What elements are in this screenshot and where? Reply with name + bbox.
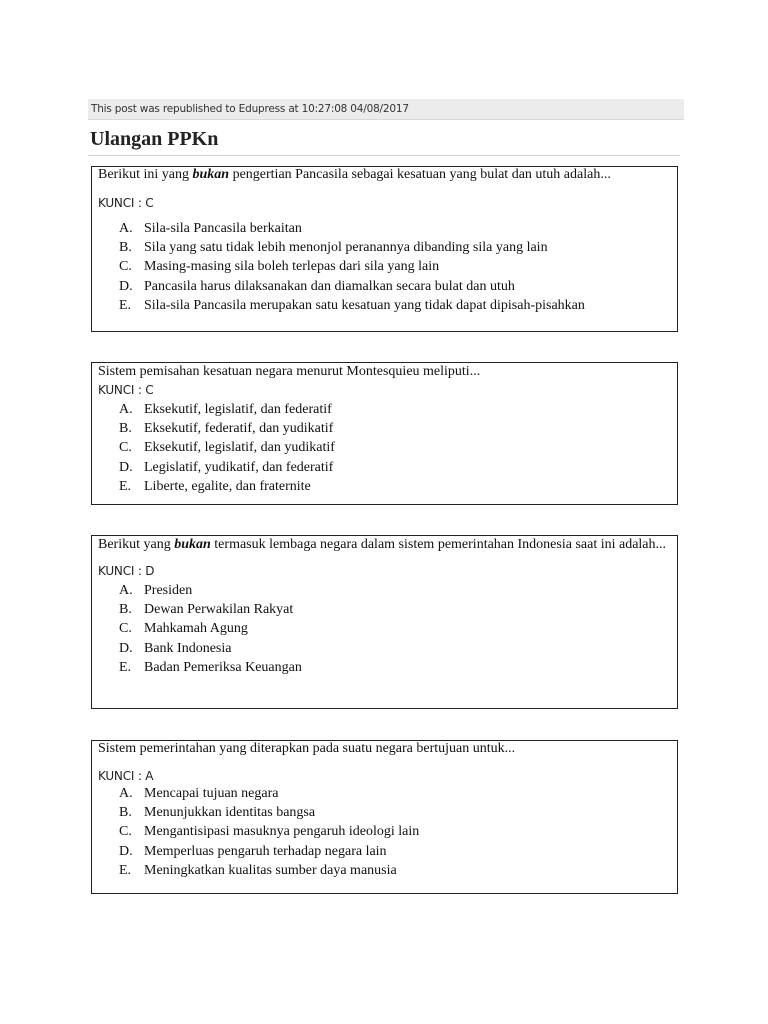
option-text: Eksekutif, legislatif, dan yudikatif	[144, 440, 335, 456]
option-text: Sila-sila Pancasila berkaitan	[144, 221, 302, 236]
option-item	[119, 581, 671, 600]
option-letter: C.	[119, 824, 132, 840]
option-letter: E.	[119, 862, 132, 878]
question-text	[98, 739, 671, 759]
option-item	[119, 784, 671, 803]
option-item	[119, 842, 671, 861]
option-list	[98, 219, 671, 315]
option-text: Eksekutif, federatif, dan yudikatif	[144, 421, 334, 437]
option-letter: A.	[119, 583, 133, 598]
option-item	[119, 238, 671, 257]
option-list	[98, 784, 671, 880]
option-letter: D.	[119, 640, 133, 656]
question-box-3	[91, 535, 678, 709]
question-box-2	[91, 362, 678, 505]
answer-key: KUNCI : C	[98, 196, 154, 210]
option-letter: C.	[119, 621, 132, 637]
option-text: Badan Pemeriksa Keuangan	[144, 659, 302, 675]
option-letter: C.	[119, 440, 132, 456]
option-letter: E.	[119, 297, 132, 313]
option-text: Legislatif, yudikatif, dan federatif	[144, 459, 334, 475]
option-letter: B.	[119, 602, 132, 618]
option-text: Eksekutif, legislatif, dan federatif	[144, 402, 332, 417]
option-letter: D.	[119, 843, 133, 859]
option-text: Sila-sila Pancasila merupakan satu kesatuan yang tidak dapat dipisah-pisahkan	[144, 297, 585, 313]
option-letter: A.	[119, 221, 133, 236]
option-letter: B.	[119, 805, 132, 821]
question-text	[98, 362, 671, 382]
question-box-1	[91, 166, 678, 332]
question-text-part: Sistem pemisahan kesatuan negara menurut Montesquieu meliputi...	[98, 364, 481, 379]
question-text-part: termasuk lembaga negara dalam sistem pemerintahan Indonesia saat ini adalah...	[210, 537, 667, 552]
question-text-part: Sistem pemerintahan yang diterapkan pada suatu negara bertujuan untuk...	[98, 741, 516, 756]
option-item	[119, 600, 671, 619]
option-item	[119, 219, 671, 238]
option-letter: A.	[119, 786, 133, 801]
option-letter: D.	[119, 459, 133, 475]
title-divider	[88, 155, 680, 156]
question-text-part: Berikut ini yang	[98, 167, 193, 182]
option-text: Meningkatkan kualitas sumber daya manusia	[144, 862, 397, 878]
option-item	[119, 803, 671, 822]
option-letter: B.	[119, 421, 132, 437]
option-item	[119, 861, 671, 880]
option-letter: D.	[119, 278, 133, 294]
option-item	[119, 438, 671, 457]
answer-key: KUNCI : C	[98, 383, 154, 397]
question-emphasis: bukan	[174, 537, 211, 552]
option-item	[119, 658, 671, 677]
option-text: Liberte, egalite, dan fraternite	[144, 478, 311, 494]
option-letter: E.	[119, 659, 132, 675]
answer-key: KUNCI : A	[98, 769, 154, 783]
question-text-part: Berikut yang	[98, 537, 175, 552]
option-item	[119, 477, 671, 496]
answer-key: KUNCI : D	[98, 564, 155, 578]
option-letter: A.	[119, 402, 133, 417]
option-text: Mengantisipasi masuknya pengaruh ideologi lain	[144, 824, 420, 840]
option-item	[119, 458, 671, 477]
option-item	[119, 296, 671, 315]
question-text	[98, 535, 671, 555]
option-item	[119, 822, 671, 841]
option-item	[119, 277, 671, 296]
page-title: Ulangan PPKn	[90, 128, 219, 150]
option-letter: B.	[119, 240, 132, 256]
option-list	[98, 400, 671, 496]
question-box-4	[91, 740, 678, 894]
option-text: Mahkamah Agung	[144, 621, 248, 637]
option-letter: C.	[119, 259, 132, 275]
option-item	[119, 419, 671, 438]
option-text: Mencapai tujuan negara	[144, 786, 279, 801]
option-text: Pancasila harus dilaksanakan dan diamalkan secara bulat dan utuh	[144, 278, 515, 294]
option-text: Masing-masing sila boleh terlepas dari sila yang lain	[144, 259, 440, 275]
option-item	[119, 257, 671, 276]
republish-banner: This post was republished to Edupress at 10:27:08 04/08/2017	[88, 99, 684, 120]
question-emphasis: bukan	[192, 167, 230, 182]
question-text-part: pengertian Pancasila sebagai kesatuan yang bulat dan utuh adalah...	[229, 167, 611, 182]
option-item	[119, 619, 671, 638]
option-text: Sila yang satu tidak lebih menonjol peranannya dibanding sila yang lain	[144, 240, 548, 256]
option-text: Presiden	[144, 583, 193, 598]
option-item	[119, 400, 671, 419]
option-text: Memperluas pengaruh terhadap negara lain	[144, 843, 387, 859]
option-list	[98, 581, 671, 677]
question-text	[98, 165, 671, 185]
option-text: Dewan Perwakilan Rakyat	[144, 602, 294, 618]
option-text: Menunjukkan identitas bangsa	[144, 805, 316, 821]
option-text: Bank Indonesia	[144, 640, 232, 656]
option-letter: E.	[119, 478, 132, 494]
option-item	[119, 639, 671, 658]
